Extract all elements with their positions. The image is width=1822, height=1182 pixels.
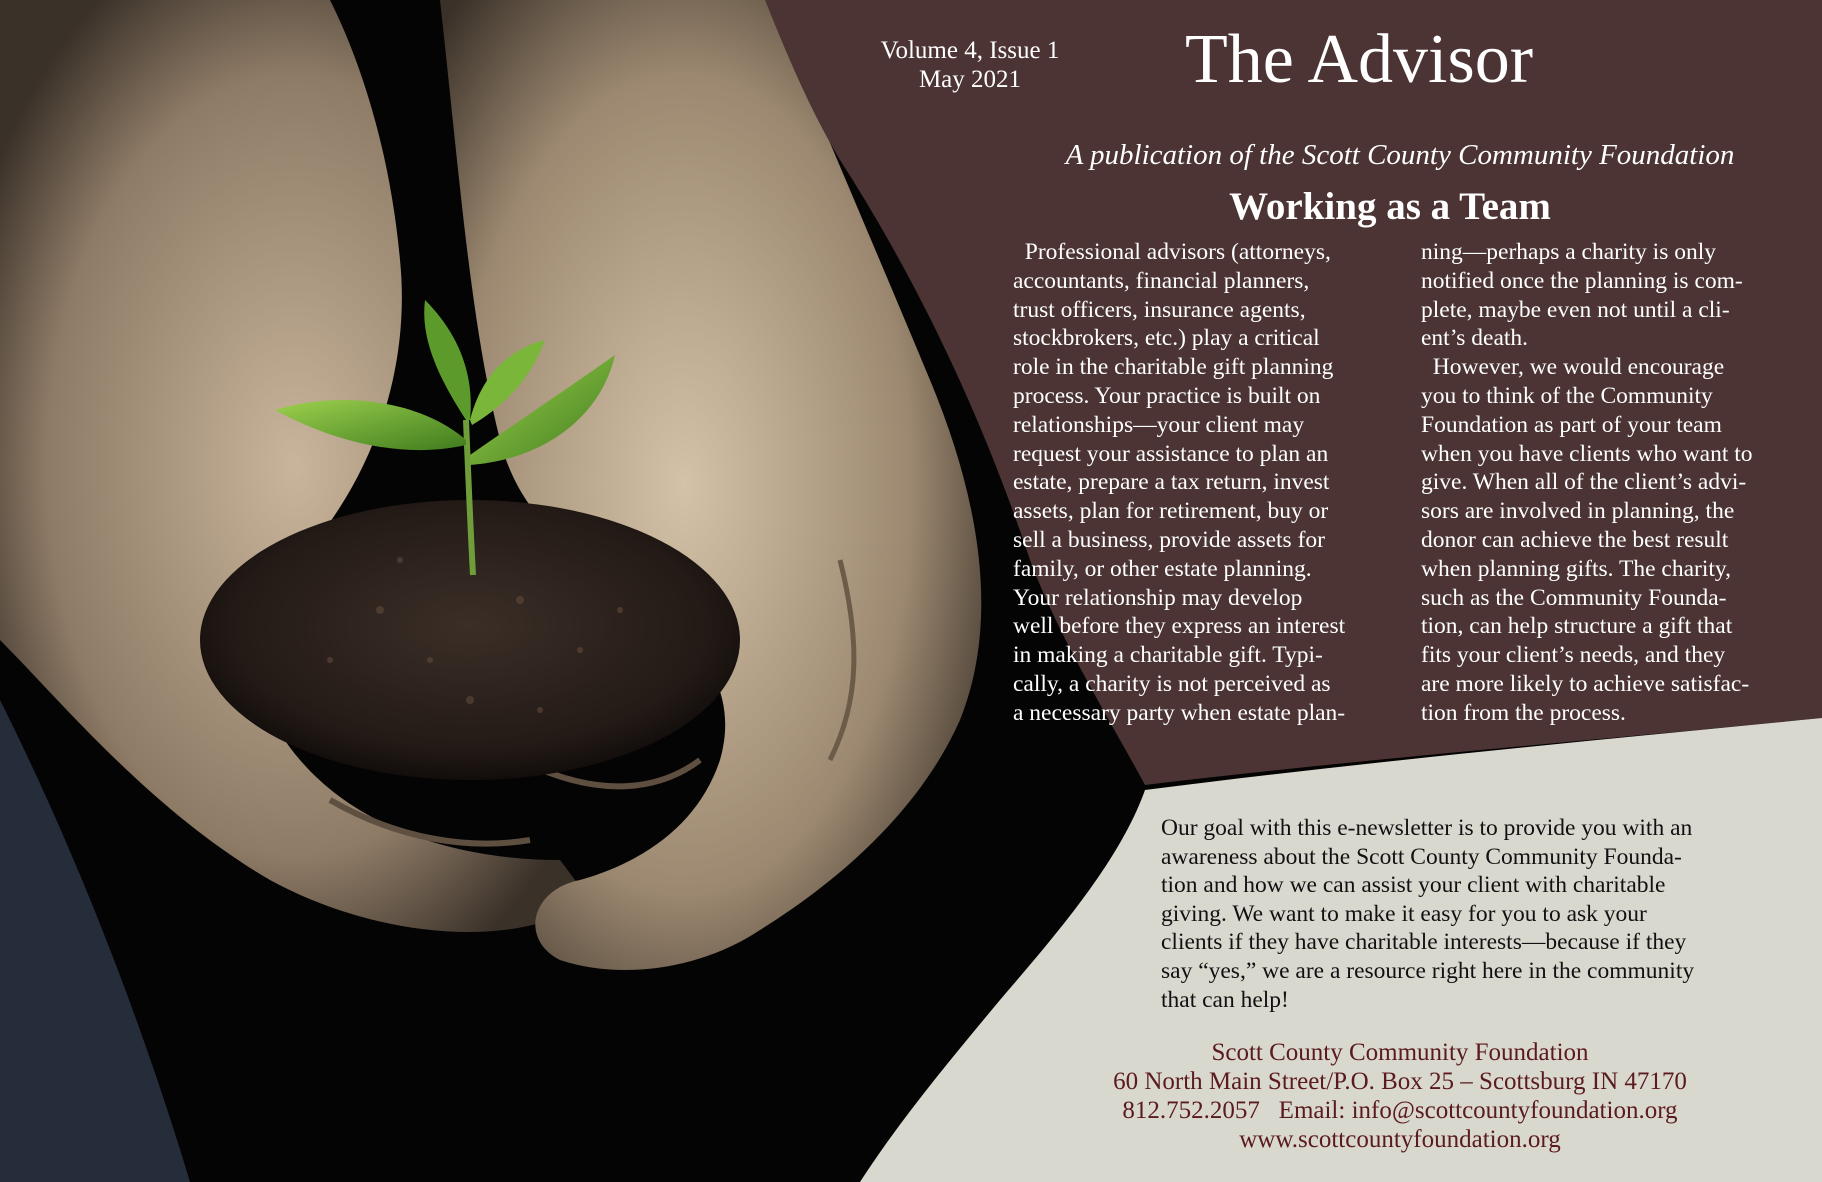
newsletter-subtitle: A publication of the Scott County Community Foundation bbox=[1065, 139, 1735, 171]
text-line: plete, maybe even not until a cli- bbox=[1421, 296, 1730, 323]
text-line: relationships—your client may bbox=[1013, 411, 1305, 438]
text-line: accountants, financial planners, bbox=[1013, 267, 1310, 294]
text-line: Foundation as part of your team bbox=[1421, 411, 1722, 438]
text-line: giving. We want to make it easy for you to ask your bbox=[1161, 900, 1647, 927]
text-line: stockbrokers, etc.) play a critical bbox=[1013, 325, 1320, 352]
goal-paragraph bbox=[1161, 814, 1801, 1014]
text-line: Our goal with this e-newsletter is to provide you with an bbox=[1161, 815, 1693, 841]
text-line: Your relationship may develop bbox=[1013, 584, 1303, 611]
text-line: However, we would encourage bbox=[1421, 354, 1725, 381]
issue-date: May 2021 bbox=[918, 66, 1022, 93]
issue-info bbox=[840, 36, 1100, 94]
text-line: process. Your practice is built on bbox=[1013, 382, 1321, 409]
text-line: family, or other estate planning. bbox=[1013, 555, 1312, 582]
text-line: a necessary party when estate plan- bbox=[1013, 699, 1346, 726]
text-line: clients if they have charitable interests—because if they bbox=[1161, 929, 1687, 956]
text-line: donor can achieve the best result bbox=[1421, 526, 1729, 553]
text-line: tion from the process. bbox=[1421, 699, 1626, 726]
text-line: ning—perhaps a charity is only bbox=[1421, 239, 1716, 265]
article-column-2 bbox=[1421, 238, 1821, 728]
organization-name: Scott County Community Foundation bbox=[1211, 1039, 1589, 1066]
article-heading: Working as a Team bbox=[1229, 185, 1551, 228]
text-line: say “yes,” we are a resource right here in the community bbox=[1161, 957, 1695, 984]
text-line: in making a charitable gift. Typi- bbox=[1013, 642, 1323, 669]
text-line: when planning gifts. The charity, bbox=[1421, 555, 1731, 582]
article-column-1 bbox=[1013, 238, 1413, 728]
text-line: estate, prepare a tax return, invest bbox=[1013, 469, 1330, 496]
text-line: fits your client’s needs, and they bbox=[1421, 642, 1726, 669]
website-link[interactable]: www.scottcountyfoundation.org bbox=[1239, 1126, 1561, 1153]
text-line: cally, a charity is not perceived as bbox=[1013, 670, 1331, 697]
mailing-address: 60 North Main Street/P.O. Box 25 – Scottsburg IN 47170 bbox=[1113, 1068, 1687, 1095]
contact-block bbox=[1010, 1038, 1790, 1154]
text-line: tion, can help structure a gift that bbox=[1421, 613, 1733, 640]
text-line: that can help! bbox=[1161, 986, 1289, 1013]
text-line: well before they express an interest bbox=[1013, 613, 1346, 640]
phone-email[interactable]: 812.752.2057 Email: info@scottcountyfoundation.org bbox=[1122, 1097, 1678, 1124]
text-line: sell a business, provide assets for bbox=[1013, 526, 1325, 553]
text-line: are more likely to achieve satisfac- bbox=[1421, 670, 1750, 697]
text-line: assets, plan for retirement, buy or bbox=[1013, 498, 1329, 525]
newsletter-title: The Advisor bbox=[1185, 21, 1534, 98]
text-line: such as the Community Founda- bbox=[1421, 584, 1727, 611]
text-line: role in the charitable gift planning bbox=[1013, 354, 1334, 381]
text-line: you to think of the Community bbox=[1421, 382, 1713, 409]
text-line: ent’s death. bbox=[1421, 325, 1529, 352]
text-line: Professional advisors (attorneys, bbox=[1013, 239, 1331, 265]
issue-number: Volume 4, Issue 1 bbox=[880, 37, 1060, 64]
text-line: when you have clients who want to bbox=[1421, 440, 1753, 467]
text-line: trust officers, insurance agents, bbox=[1013, 296, 1306, 323]
text-line: tion and how we can assist your client with charitable bbox=[1161, 872, 1666, 899]
text-line: sors are involved in planning, the bbox=[1421, 498, 1735, 525]
text-line: give. When all of the client’s advi- bbox=[1421, 469, 1747, 496]
text-line: notified once the planning is com- bbox=[1421, 267, 1743, 294]
text-line: request your assistance to plan an bbox=[1013, 440, 1329, 467]
text-line: awareness about the Scott County Community Founda- bbox=[1161, 843, 1682, 870]
